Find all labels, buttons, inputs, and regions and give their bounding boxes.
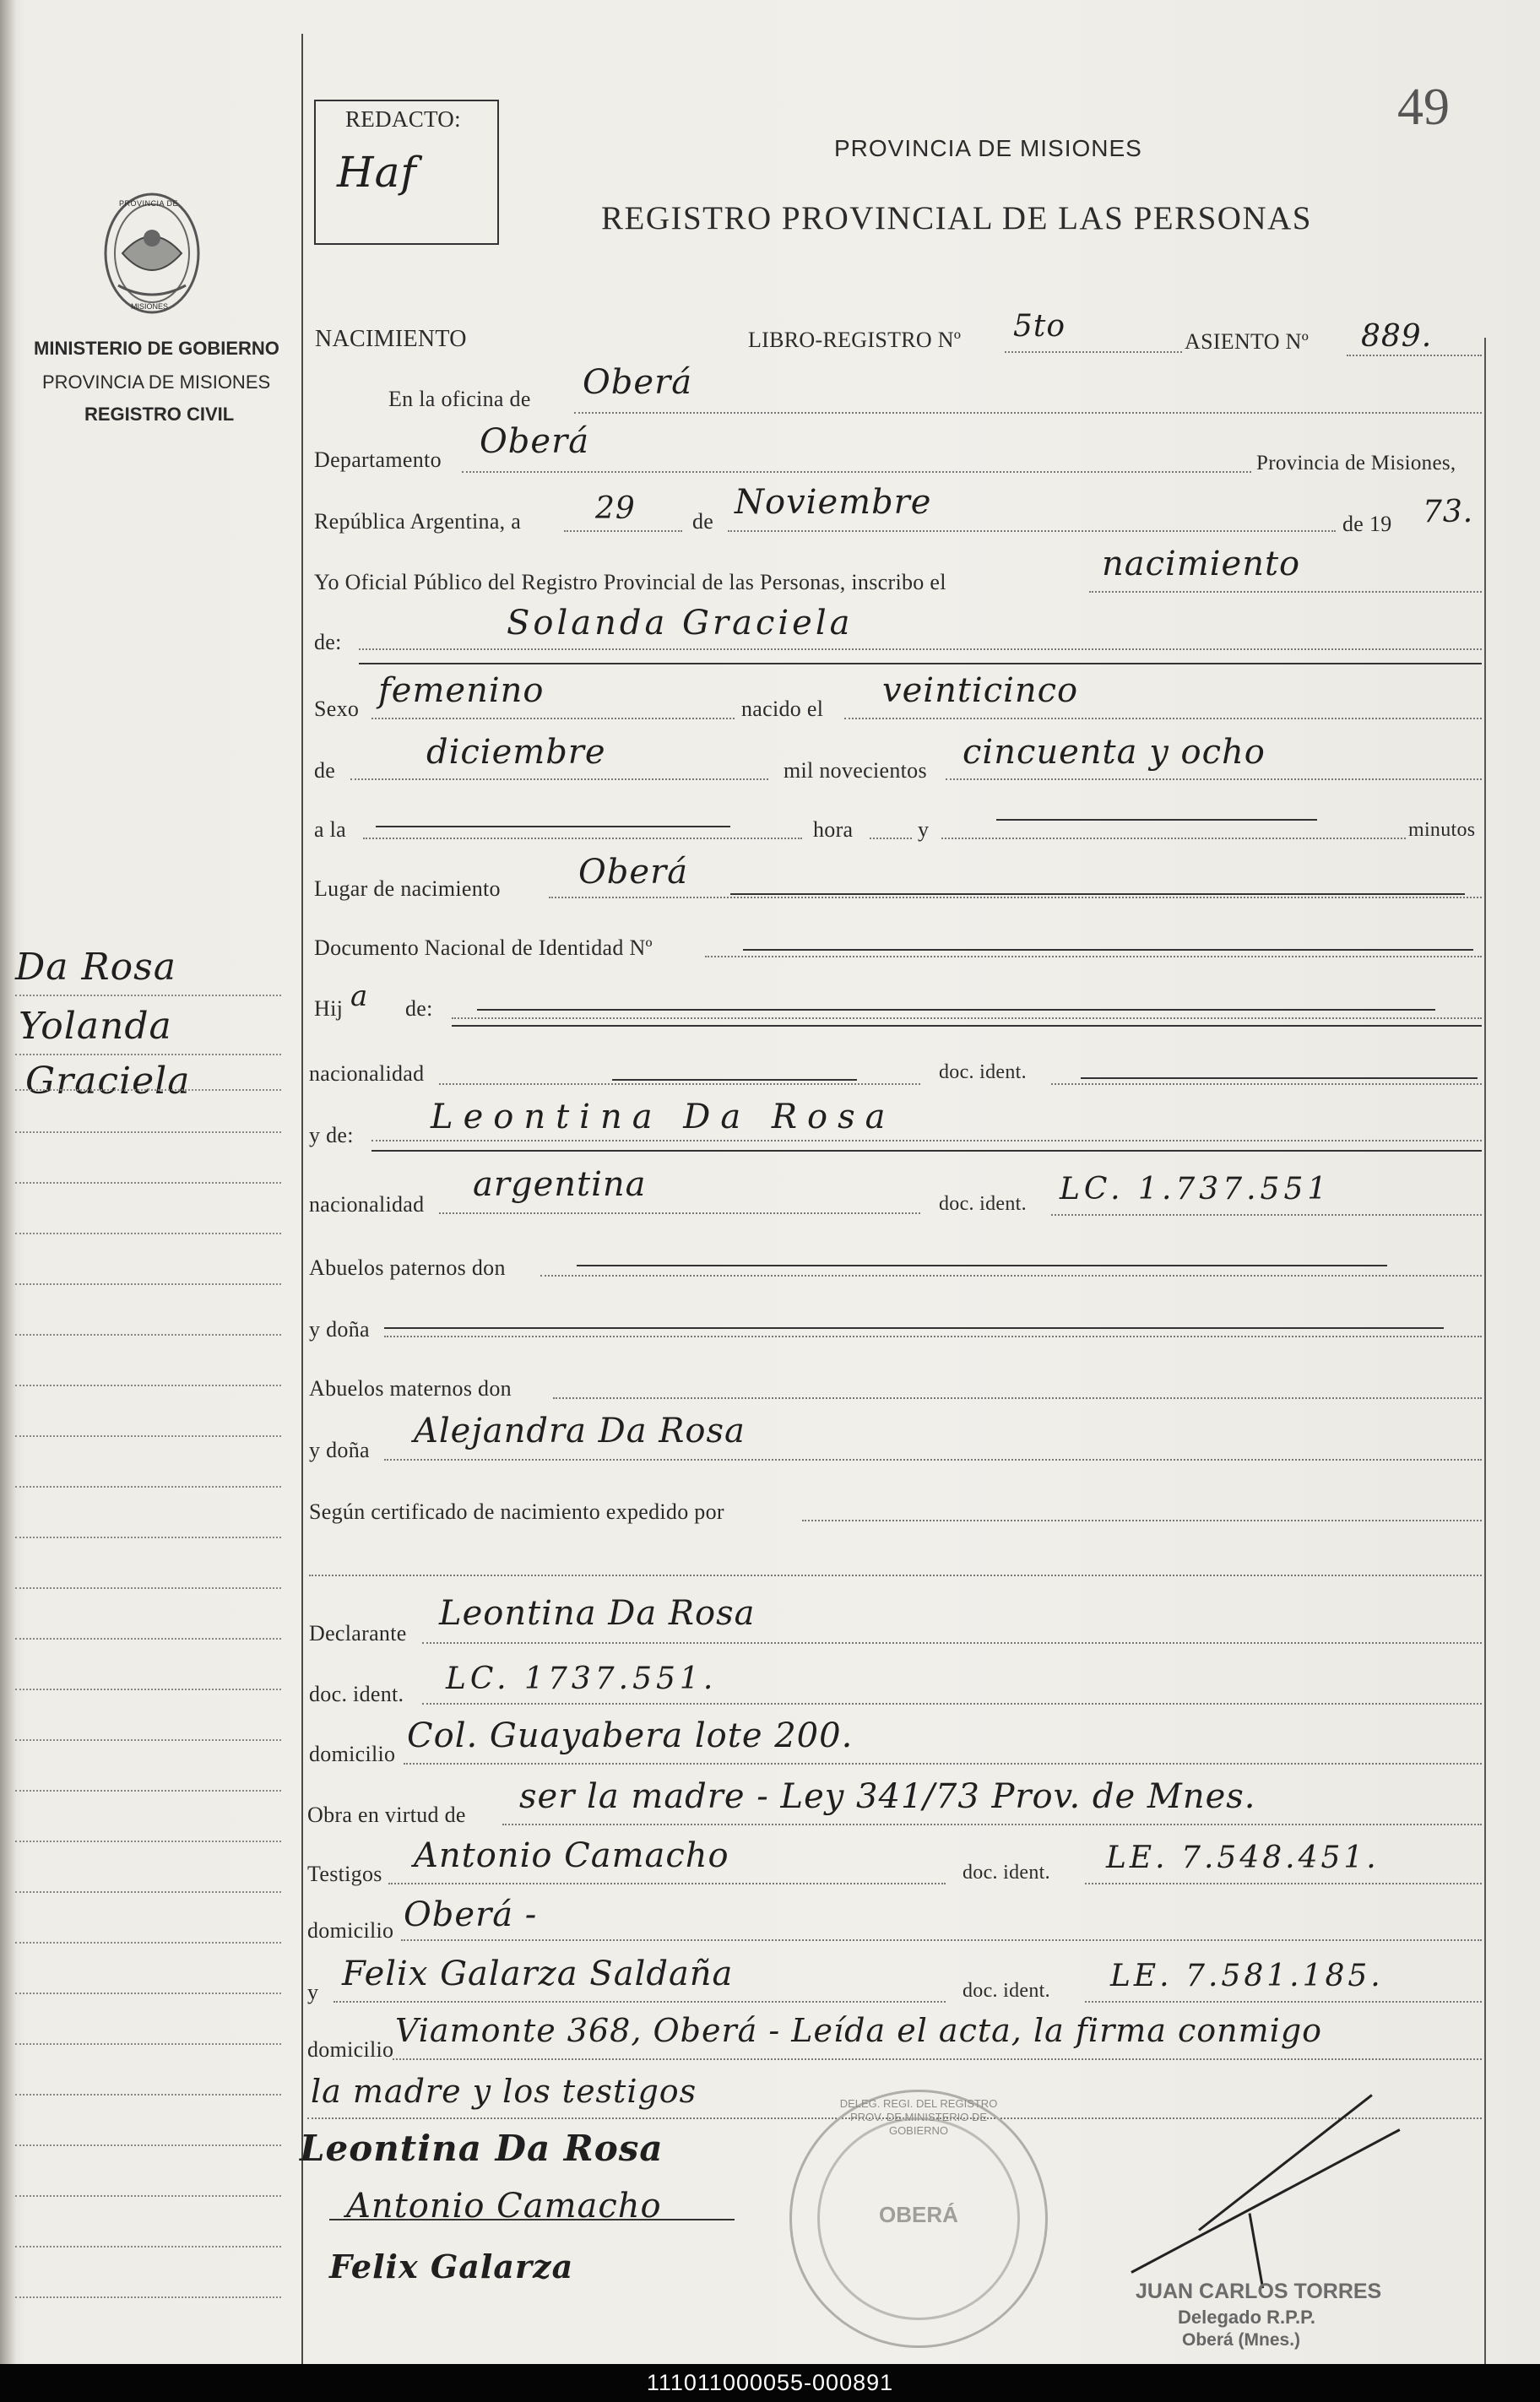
departamento-value: Oberá bbox=[480, 422, 590, 461]
dom1-label: domicilio bbox=[309, 1742, 396, 1766]
hija-rule2 bbox=[452, 1025, 1482, 1027]
dom3-continuation: la madre y los testigos bbox=[311, 2073, 697, 2110]
lugar-value: Oberá bbox=[578, 853, 689, 892]
ydona2-value: Alejandra Da Rosa bbox=[414, 1412, 746, 1450]
doct1-line bbox=[1085, 1883, 1482, 1884]
official-signature-stroke bbox=[1131, 2128, 1400, 2274]
seal-center-text: OBERÁ bbox=[879, 2202, 958, 2227]
testigo2-line bbox=[333, 2001, 946, 2003]
redacto-initials: Haf bbox=[337, 148, 417, 197]
margin-line bbox=[15, 2144, 281, 2146]
margin-line bbox=[15, 1638, 281, 1640]
dom2-value: Oberá - bbox=[404, 1895, 538, 1934]
day-line bbox=[564, 530, 682, 532]
segun-line bbox=[802, 1520, 1482, 1521]
hija-label: Hij bbox=[314, 996, 344, 1021]
margin-line bbox=[15, 995, 281, 996]
margin-line bbox=[15, 1054, 281, 1055]
nac1-rule bbox=[612, 1079, 857, 1081]
libro-line bbox=[1005, 351, 1182, 353]
ydona1-line bbox=[384, 1336, 1482, 1337]
segun-label: Según certificado de nacimiento expedido por bbox=[309, 1499, 724, 1524]
margin-line bbox=[15, 1841, 281, 1842]
margin-first-name: Yolanda bbox=[19, 1005, 172, 1048]
doct1-label: doc. ident. bbox=[962, 1862, 1050, 1884]
dom3-label: domicilio bbox=[307, 2037, 394, 2062]
margin-second-name: Graciela bbox=[25, 1060, 191, 1103]
doct2-label: doc. ident. bbox=[962, 1980, 1050, 2002]
official-signature-stroke bbox=[1198, 2094, 1373, 2231]
margin-line bbox=[15, 1486, 281, 1488]
departamento-label: Departamento bbox=[314, 447, 442, 472]
margin-line bbox=[15, 1993, 281, 1994]
obra-line bbox=[502, 1824, 1482, 1825]
act-type: NACIMIENTO bbox=[315, 326, 467, 352]
margin-line bbox=[15, 1182, 281, 1184]
ydona1-label: y doña bbox=[309, 1317, 370, 1342]
redacto-box bbox=[314, 100, 499, 245]
obra-label: Obra en virtud de bbox=[307, 1803, 466, 1827]
y2-label: y bbox=[307, 1980, 319, 2004]
margin-line bbox=[15, 2296, 281, 2298]
name-line bbox=[359, 648, 1482, 650]
month-line bbox=[728, 530, 1336, 532]
margin-line bbox=[15, 1587, 281, 1589]
provincia-label: Provincia de Misiones, bbox=[1256, 452, 1456, 474]
oficina-label: En la oficina de bbox=[388, 387, 531, 411]
mil-label: mil novecientos bbox=[784, 758, 927, 783]
y-label: y bbox=[918, 817, 930, 842]
hija-rule bbox=[477, 1009, 1435, 1011]
ydona2-line bbox=[384, 1459, 1482, 1461]
name-rule bbox=[359, 663, 1482, 664]
official-title: Delegado R.P.P. bbox=[1178, 2307, 1316, 2328]
official-signature-stroke bbox=[1249, 2213, 1265, 2288]
margin-line bbox=[15, 1942, 281, 1944]
oficina-value: Oberá bbox=[583, 363, 693, 402]
margin-line bbox=[15, 1891, 281, 1893]
dni-label: Documento Nacional de Identidad Nº bbox=[314, 935, 653, 960]
segun-line2 bbox=[309, 1575, 1482, 1576]
margin-line bbox=[15, 1283, 281, 1285]
doc2-label: doc. ident. bbox=[939, 1193, 1027, 1215]
nacido-label: nacido el bbox=[741, 697, 824, 721]
margin-line bbox=[15, 2195, 281, 2197]
dom3-value: Viamonte 368, Oberá - Leída el acta, la firma conmigo bbox=[395, 2012, 1323, 2049]
signature-strike bbox=[329, 2219, 735, 2220]
dom1-value: Col. Guayabera lote 200. bbox=[407, 1716, 854, 1755]
ydona1-rule bbox=[384, 1327, 1444, 1329]
inscribo-label: Yo Oficial Público del Registro Provincial de las Personas, inscribo el bbox=[314, 570, 946, 594]
nac2-value: argentina bbox=[473, 1165, 647, 1204]
asiento-label: ASIENTO Nº bbox=[1185, 329, 1310, 354]
testigo1-line bbox=[388, 1883, 946, 1884]
birth-month-line bbox=[350, 778, 768, 780]
right-rule bbox=[1484, 338, 1486, 2364]
ala-line bbox=[363, 838, 802, 839]
hora-label: hora bbox=[813, 817, 854, 842]
official-seal bbox=[789, 2090, 1048, 2348]
ala-label: a la bbox=[314, 817, 347, 842]
doct2-line bbox=[1085, 2001, 1482, 2003]
testigos-label: Testigos bbox=[307, 1862, 382, 1886]
minutos-rule bbox=[996, 819, 1317, 821]
hija-suffix: a bbox=[350, 979, 369, 1013]
footer-code: 111011000055-000891 bbox=[0, 2364, 1540, 2402]
ab-pat-line bbox=[540, 1275, 1482, 1277]
sexo-line bbox=[371, 718, 735, 719]
mil-value: cincuenta y ocho bbox=[962, 733, 1266, 772]
month-value: Noviembre bbox=[735, 483, 932, 522]
lugar-label: Lugar de nacimiento bbox=[314, 876, 501, 901]
departamento-line bbox=[462, 471, 1251, 473]
margin-line bbox=[15, 1689, 281, 1690]
nac2-line bbox=[439, 1212, 920, 1214]
margin-line bbox=[15, 2094, 281, 2096]
mother-rule bbox=[371, 1150, 1482, 1152]
year-value: 73. bbox=[1423, 495, 1474, 529]
lugar-line bbox=[549, 897, 1482, 898]
minutos-label: minutos bbox=[1408, 819, 1476, 841]
docdecl-line bbox=[422, 1703, 1482, 1705]
hija-de-label: de: bbox=[405, 996, 433, 1021]
nacido-line bbox=[844, 718, 1482, 719]
seal-ring-text: DELEG. REGI. DEL REGISTRO PROV. DE MINISTERIO DE GOBIERNO bbox=[839, 2097, 998, 2137]
header-registry: REGISTRO PROVINCIAL DE LAS PERSONAS bbox=[601, 200, 1312, 236]
ab-mat-label: Abuelos maternos don bbox=[309, 1376, 512, 1401]
dom3-line bbox=[393, 2058, 1482, 2060]
nacido-value: veinticinco bbox=[882, 671, 1079, 710]
doc2-value: LC. 1.737.551 bbox=[1060, 1172, 1331, 1206]
ab-mat-line bbox=[553, 1397, 1482, 1399]
ala-rule bbox=[376, 826, 730, 827]
de-name-label: de: bbox=[314, 630, 342, 654]
oficina-line bbox=[574, 412, 1482, 414]
de2-label: de bbox=[314, 758, 336, 783]
declarante-line bbox=[422, 1642, 1482, 1644]
hora-line bbox=[870, 838, 912, 839]
ministry-label: MINISTERIO DE GOBIERNO bbox=[34, 338, 279, 359]
lugar-rule bbox=[730, 893, 1465, 895]
redacto-label: REDACTO: bbox=[345, 106, 461, 132]
dni-rule bbox=[743, 949, 1473, 951]
margin-surname: Da Rosa bbox=[15, 946, 176, 989]
obra-value: ser la madre - Ley 341/73 Prov. de Mnes. bbox=[519, 1777, 1256, 1816]
left-province-label: PROVINCIA DE MISIONES bbox=[42, 371, 271, 393]
signature-witness1: Antonio Camacho bbox=[346, 2187, 662, 2226]
margin-line bbox=[15, 1435, 281, 1437]
asiento-value: 889. bbox=[1361, 319, 1433, 354]
inscribo-line bbox=[1089, 591, 1482, 593]
doct2-value: LE. 7.581.185. bbox=[1110, 1959, 1384, 1993]
declarante-label: Declarante bbox=[309, 1621, 407, 1646]
testigo1-value: Antonio Camacho bbox=[414, 1836, 729, 1875]
dom1-line bbox=[404, 1763, 1482, 1765]
year-label: de 19 bbox=[1342, 512, 1392, 536]
margin-line bbox=[15, 2246, 281, 2247]
binding-shadow bbox=[0, 0, 15, 2364]
ab-pat-label: Abuelos paternos don bbox=[309, 1255, 506, 1280]
dni-line bbox=[705, 956, 1482, 957]
mil-line bbox=[946, 778, 1482, 780]
day-value: 29 bbox=[595, 491, 636, 526]
sexo-value: femenino bbox=[378, 671, 545, 710]
margin-line bbox=[15, 1233, 281, 1234]
inscribo-value: nacimiento bbox=[1102, 545, 1301, 583]
nac1-label: nacionalidad bbox=[309, 1061, 425, 1086]
libro-label: LIBRO-REGISTRO Nº bbox=[748, 328, 962, 352]
declarante-value: Leontina Da Rosa bbox=[439, 1594, 756, 1633]
emblem-bottom-text: MISIONES bbox=[131, 302, 169, 311]
margin-line bbox=[15, 2043, 281, 2045]
ab-pat-rule bbox=[577, 1265, 1387, 1266]
minutos-line bbox=[941, 838, 1406, 839]
docdecl-value: LC. 1737.551. bbox=[446, 1662, 718, 1696]
ydona2-label: y doña bbox=[309, 1438, 370, 1462]
mother-name: Leontina Da Rosa bbox=[431, 1098, 896, 1136]
page-number: 49 bbox=[1397, 79, 1450, 136]
asiento-line bbox=[1347, 355, 1482, 356]
docdecl-label: doc. ident. bbox=[309, 1682, 404, 1706]
margin-line bbox=[15, 1385, 281, 1386]
testigo2-value: Felix Galarza Saldaña bbox=[342, 1955, 734, 1993]
margin-rule bbox=[301, 34, 303, 2372]
official-place: Oberá (Mnes.) bbox=[1182, 2330, 1301, 2350]
yde-label: y de: bbox=[309, 1123, 354, 1147]
dom2-line bbox=[401, 1939, 1482, 1941]
nac2-label: nacionalidad bbox=[309, 1192, 425, 1217]
republica-label: República Argentina, a bbox=[314, 509, 522, 534]
margin-line bbox=[15, 1089, 281, 1091]
sexo-label: Sexo bbox=[314, 697, 360, 721]
nac1-line bbox=[439, 1083, 920, 1085]
libro-value: 5to bbox=[1013, 309, 1066, 344]
margin-line bbox=[15, 1790, 281, 1792]
de-label: de bbox=[692, 509, 714, 534]
margin-line bbox=[15, 1739, 281, 1741]
emblem-top-text: PROVINCIA DE bbox=[119, 199, 179, 208]
child-name: Solanda Graciela bbox=[507, 604, 854, 643]
header-province: PROVINCIA DE MISIONES bbox=[834, 135, 1142, 161]
hija-line bbox=[452, 1017, 1482, 1019]
dom2-label: domicilio bbox=[307, 1918, 394, 1943]
doc2-line bbox=[1051, 1214, 1482, 1216]
mother-line bbox=[371, 1140, 1482, 1141]
birth-month: diciembre bbox=[426, 733, 606, 772]
doc1-label: doc. ident. bbox=[939, 1061, 1027, 1083]
doc1-rule bbox=[1081, 1077, 1478, 1079]
official-name: JUAN CARLOS TORRES bbox=[1136, 2280, 1382, 2303]
margin-line bbox=[15, 1537, 281, 1538]
doct1-value: LE. 7.548.451. bbox=[1106, 1841, 1380, 1875]
doc1-line bbox=[1051, 1083, 1482, 1085]
civil-label: REGISTRO CIVIL bbox=[84, 404, 235, 425]
signature-witness2: Felix Galarza bbox=[329, 2247, 574, 2285]
margin-line bbox=[15, 1131, 281, 1133]
margin-line bbox=[15, 1334, 281, 1336]
signature-mother: Leontina Da Rosa bbox=[300, 2128, 664, 2169]
